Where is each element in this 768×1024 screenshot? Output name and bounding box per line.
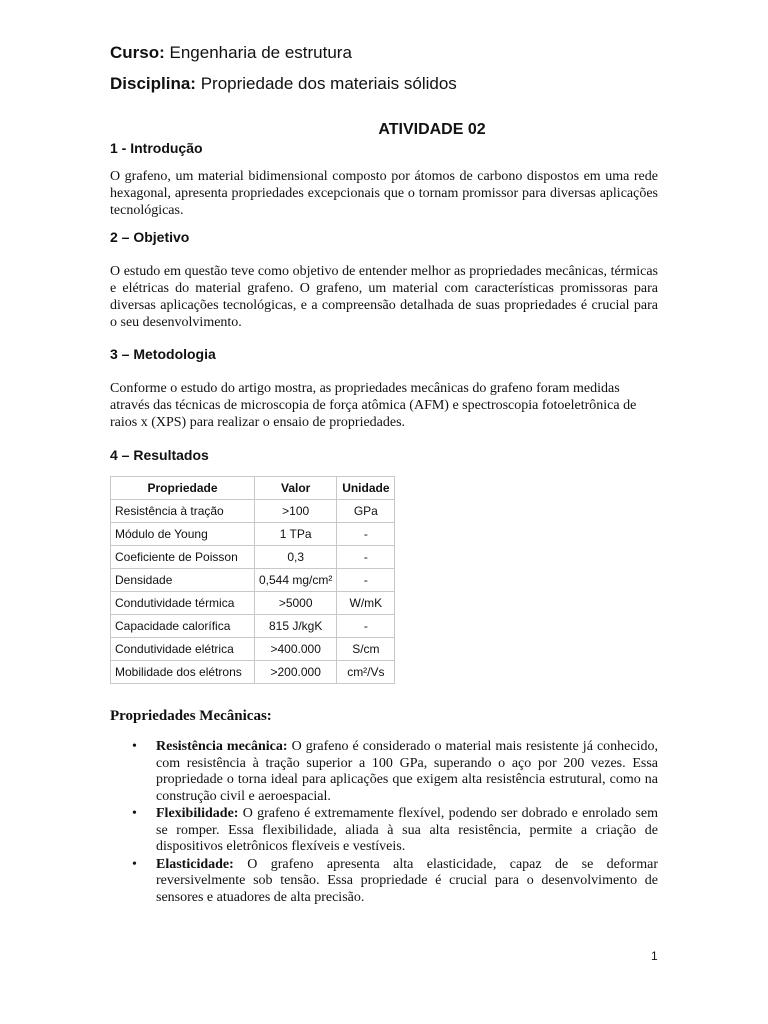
property-value-cell: >5000 xyxy=(255,592,337,615)
page-number: 1 xyxy=(651,949,658,963)
property-name-cell: Densidade xyxy=(111,569,255,592)
property-unit-cell: - xyxy=(337,546,395,569)
property-value-cell: 815 J/kgK xyxy=(255,615,337,638)
mechanical-properties-heading: Propriedades Mecânicas: xyxy=(110,708,272,724)
table-row xyxy=(111,615,395,638)
list-item-term: Elasticidade: xyxy=(156,856,234,872)
table-body xyxy=(111,500,395,684)
table-row xyxy=(111,569,395,592)
property-value-cell: >100 xyxy=(255,500,337,523)
list-item xyxy=(110,857,658,907)
property-name-cell: Mobilidade dos elétrons xyxy=(111,661,255,684)
table-row xyxy=(111,638,395,661)
property-name-cell: Resistência à tração xyxy=(111,500,255,523)
bullet-icon: • xyxy=(132,856,137,872)
discipline-value: Propriedade dos materiais sólidos xyxy=(200,74,457,93)
table-row xyxy=(111,592,395,615)
property-unit-cell: - xyxy=(337,615,395,638)
property-value-cell: >200.000 xyxy=(255,661,337,684)
table-header-cell: Propriedade xyxy=(111,477,255,500)
discipline-line xyxy=(110,74,457,94)
methodology-paragraph: Conforme o estudo do artigo mostra, as propriedades mecânicas do grafeno foram medidas através das técnicas de microscopia de força atômica (AFM) e spectroscopia fotoeletrônica de raios x (XPS) para realizar o ensaio de propriedades. xyxy=(110,381,637,430)
list-item-text: O grafeno apresenta alta elasticidade, capaz de se deformar reversivelmente sob tensão. Essa propriedade é crucial para o desenvolvimento de sensores e atuadores de alta precisão. xyxy=(156,856,658,905)
table-header-cell: Unidade xyxy=(337,477,395,500)
property-value-cell: 1 TPa xyxy=(255,523,337,546)
property-name-cell: Coeficiente de Poisson xyxy=(111,546,255,569)
course-value: Engenharia de estrutura xyxy=(169,43,352,62)
property-name-cell: Módulo de Young xyxy=(111,523,255,546)
property-name-cell: Capacidade calorífica xyxy=(111,615,255,638)
table-row xyxy=(111,546,395,569)
properties-table xyxy=(110,476,395,684)
intro-paragraph: O grafeno, um material bidimensional composto por átomos de carbono dispostos em uma rede hexagonal, apresenta propriedades excepcionais que o tornam promissor para diversas aplicações tecnológicas. xyxy=(110,169,658,218)
bullet-icon: • xyxy=(132,806,137,821)
property-value-cell: >400.000 xyxy=(255,638,337,661)
course-line xyxy=(110,43,352,63)
list-item-text: O grafeno é extremamente flexível, podendo ser dobrado e enrolado sem se romper. Essa flexibilidade, aliada à sua alta resistência, permite a criação de dispositivos eletrônicos flexíveis e vestíveis. xyxy=(156,806,658,854)
mechanical-properties-list xyxy=(110,739,658,907)
bullet-icon: • xyxy=(132,739,137,754)
property-name-cell: Condutividade térmica xyxy=(111,592,255,615)
section-heading-results: 4 – Resultados xyxy=(110,447,209,463)
list-item xyxy=(110,806,658,856)
list-item-text: O grafeno é considerado o material mais resistente já conhecido, com resistência à tração superior a 100 GPa, superando o aço por 200 vezes. Essa propriedade o torna ideal para aplicações que exigem alta resistência estrutural, como na construção civil e aeroespacial. xyxy=(156,739,658,804)
property-unit-cell: - xyxy=(337,523,395,546)
property-unit-cell: - xyxy=(337,569,395,592)
course-label: Curso: xyxy=(110,43,165,62)
table-row xyxy=(111,661,395,684)
property-unit-cell: cm²/Vs xyxy=(337,661,395,684)
section-heading-methodology: 3 – Metodologia xyxy=(110,346,216,362)
objective-paragraph: O estudo em questão teve como objetivo de entender melhor as propriedades mecânicas, térmicas e elétricas do material grafeno. O grafeno, um material com características promissoras para diversas aplicações tecnológicas, e a compreensão detalhada de suas propriedades é crucial para o seu desenvolvimento. xyxy=(110,264,658,330)
list-item-term: Resistência mecânica: xyxy=(156,739,288,754)
section-heading-objective: 2 – Objetivo xyxy=(110,229,190,245)
table-header-cell: Valor xyxy=(255,477,337,500)
list-item-term: Flexibilidade: xyxy=(156,806,239,821)
table-header-row xyxy=(111,477,395,500)
property-unit-cell: GPa xyxy=(337,500,395,523)
property-name-cell: Condutividade elétrica xyxy=(111,638,255,661)
property-unit-cell: S/cm xyxy=(337,638,395,661)
table-row xyxy=(111,500,395,523)
table-row xyxy=(111,523,395,546)
document-title: ATIVIDADE 02 xyxy=(378,121,486,138)
list-item xyxy=(110,739,658,805)
property-value-cell: 0,544 mg/cm² xyxy=(255,569,337,592)
section-heading-intro: 1 - Introdução xyxy=(110,140,203,156)
discipline-label: Disciplina: xyxy=(110,74,196,93)
property-value-cell: 0,3 xyxy=(255,546,337,569)
property-unit-cell: W/mK xyxy=(337,592,395,615)
